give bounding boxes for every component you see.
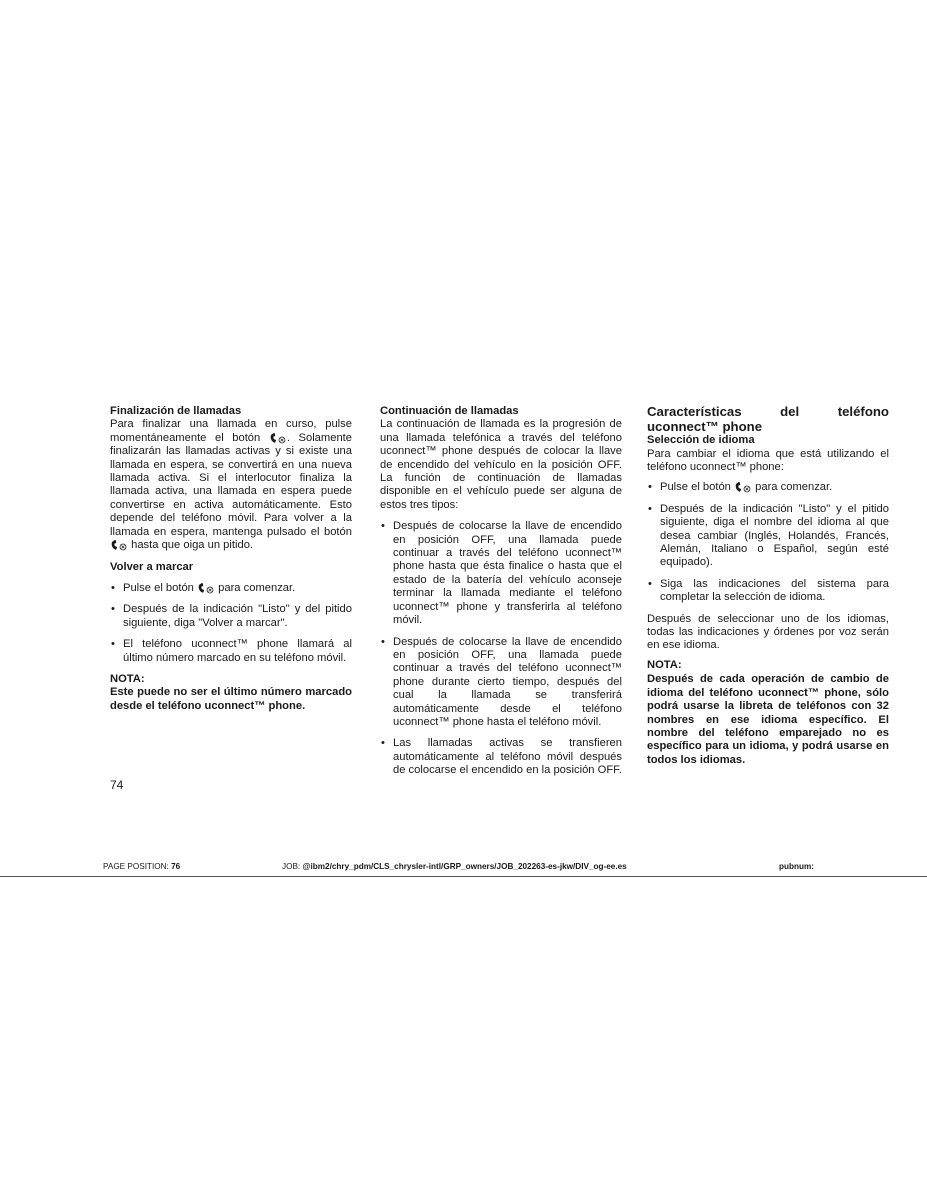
phone-button-icon	[110, 539, 128, 551]
heading-language-selection: Selección de idioma	[647, 434, 755, 447]
text: PAGE POSITION:	[103, 862, 169, 871]
note-text: Después de cada operación de cambio de idioma del teléfono uconnect™ phone, sólo podrá usarse la libreta de teléfonos con 32 nombres en ese idioma específico. El nombre del teléfono emparejado no es específico para un idioma, y podrá usarse en todos los idiomas.	[647, 673, 889, 766]
text: para comenzar.	[755, 481, 833, 494]
list-item: • Después de colocarse la llave de encendido en posición OFF, una llamada puede continuar a través del teléfono uconnect™ phone durante cierto tiempo, después del cual la llamada se transferirá automáticamente desde el teléfono uconnect™ phone hasta el teléfono móvil.	[380, 636, 622, 730]
heading-redial: Volver a marcar	[110, 561, 194, 574]
column-left	[110, 405, 352, 713]
section-title: Características del teléfono uconnect™ phone	[647, 404, 889, 434]
heading-call-continuation: Continuación de llamadas	[380, 405, 519, 417]
paragraph-end-call	[110, 418, 352, 552]
text: Pulse el botón	[660, 481, 731, 494]
page-number: 74	[110, 778, 124, 792]
note-text: Este puede no ser el último número marcado desde el teléfono uconnect™ phone.	[110, 686, 352, 712]
column-right	[647, 405, 889, 767]
list-item: • El teléfono uconnect™ phone llamará al último número marcado en su teléfono móvil.	[110, 638, 352, 665]
paragraph-language-intro: Para cambiar el idioma que está utilizando el teléfono uconnect™ phone:	[647, 447, 889, 473]
list-item	[110, 582, 352, 595]
continuation-list	[380, 520, 622, 777]
text: @ibm2/chry_pdm/CLS_chrysler-intl/GRP_owners/JOB_202263-es-jkw/DIV_og-ee.es	[302, 862, 627, 871]
list-item: • Después de la indicación "Listo" y del pitido siguiente, diga "Volver a marcar".	[110, 603, 352, 630]
text: Pulse el botón	[123, 581, 194, 594]
text: . Solamente finalizarán las llamadas activas y si existe una llamada en espera, se convertirá en una nueva llamada activa. Si el interlocutor finaliza la llamada activa, una llamada en espera puede convertirse en activa automáticamente. Esto depende del teléfono móvil. Para volver a la llamada en espera, mantenga pulsado el botón	[110, 431, 352, 538]
list-item	[647, 481, 889, 494]
footer-pubnum	[779, 862, 814, 871]
paragraph-call-continuation: La continuación de llamada es la progresión de una llamada telefónica a través del teléfono uconnect™ phone después de colocar la llave de encendido del vehículo en la posición OFF. La función de continuación de llamadas disponible en el vehículo puede ser alguna de estos tres tipos:	[380, 418, 622, 511]
list-item: • Después de la indicación "Listo" y el pitido siguiente, diga el nombre del idioma al que desea cambiar (Inglés, Holandés, Francés, Alemán, Italiano o Español, según esté equipado).	[647, 503, 889, 570]
heading-end-call: Finalización de llamadas	[110, 405, 242, 417]
footer-page-position	[103, 862, 180, 871]
paragraph-language-after: Después de seleccionar uno de los idiomas, todas las indicaciones y órdenes por voz serán en ese idioma.	[647, 612, 889, 652]
footer-job	[282, 862, 627, 871]
language-list	[647, 481, 889, 604]
note-label: NOTA:	[647, 658, 682, 671]
redial-list	[110, 582, 352, 665]
text: pubnum:	[779, 862, 815, 871]
phone-button-icon	[197, 582, 215, 594]
text: para comenzar.	[218, 581, 296, 594]
phone-button-icon	[269, 432, 287, 444]
column-middle	[380, 405, 622, 786]
note-label: NOTA:	[110, 672, 145, 685]
phone-button-icon	[734, 481, 752, 493]
list-item: • Siga las indicaciones del sistema para completar la selección de idioma.	[647, 578, 889, 605]
list-item: • Las llamadas activas se transfieren automáticamente al teléfono móvil después de colocarse el encendido en la posición OFF.	[380, 737, 622, 777]
text: 76	[171, 862, 181, 871]
text: JOB:	[282, 862, 301, 871]
list-item: • Después de colocarse la llave de encendido en posición OFF, una llamada puede continuar a través del teléfono uconnect™ phone hasta que ésta finalice o hasta que el estado de la batería del vehículo aconseje terminar la llamada mediante el teléfono uconnect™ phone y transferirla al teléfono móvil.	[380, 520, 622, 627]
text: Para finalizar una llamada en curso, pulse momentáneamente el botón	[110, 418, 352, 444]
text: hasta que oiga un pitido.	[131, 539, 254, 552]
footer-rule	[0, 876, 927, 877]
